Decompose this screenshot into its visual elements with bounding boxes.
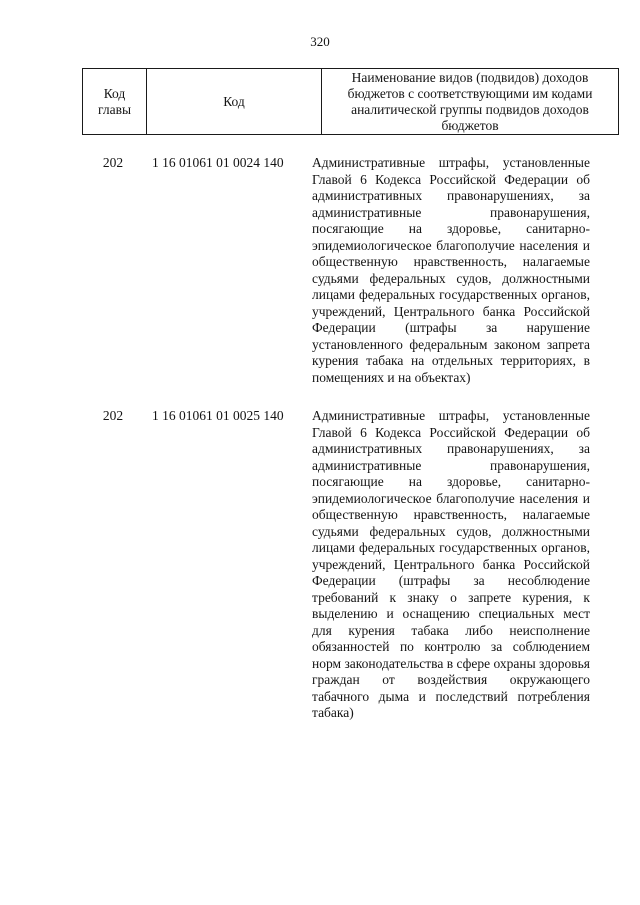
row-revenue-code: 1 16 01061 01 0025 140 xyxy=(152,408,284,423)
header-code: Код xyxy=(147,69,322,135)
row-chapter-code: 202 xyxy=(102,408,124,423)
row-description: Административные штрафы, установленные Главой 6 Кодекса Российской Федерации об административных правонарушениях, за административные правонарушения, посягающие на здоровье, санитарно-эпидемиологическое благополучие населения и общественную нравственность, налагаемые судьями федеральных судов, должностными лицами федеральных государственных органов, учреждений, Центрального банка Российской Федерации (штрафы за несоблюдение требований к знаку о запрете курения, к выделению и оснащению специальных мест для курения табака либо неисполнение обязанностей по контролю за соблюдением норм законодательства в сфере охраны здоровья граждан от воздействия окружающего табачного дыма и последствий потребления табака) xyxy=(312,408,591,720)
row-revenue-code: 1 16 01061 01 0024 140 xyxy=(152,155,284,170)
header-chapter-code: Код главы xyxy=(83,69,147,135)
row-chapter-code: 202 xyxy=(102,155,124,170)
page-number: 320 xyxy=(310,34,330,49)
row-description: Административные штрафы, установленные Главой 6 Кодекса Российской Федерации об административных правонарушениях, за административные правонарушения, посягающие на здоровье, санитарно-эпидемиологическое благополучие населения и общественную нравственность, налагаемые судьями федеральных судов, должностными лицами федеральных государственных органов, учреждений, Центрального банка Российской Федерации (штрафы за нарушение установленного федеральным законом запрета курения табака на отдельных территориях, в помещениях и на объектах) xyxy=(312,155,590,385)
table-header xyxy=(82,68,619,135)
header-name: Наименование видов (подвидов) доходов бюджетов с соответствующими им кодами аналитической группы подвидов доходов бюджетов xyxy=(322,69,619,135)
